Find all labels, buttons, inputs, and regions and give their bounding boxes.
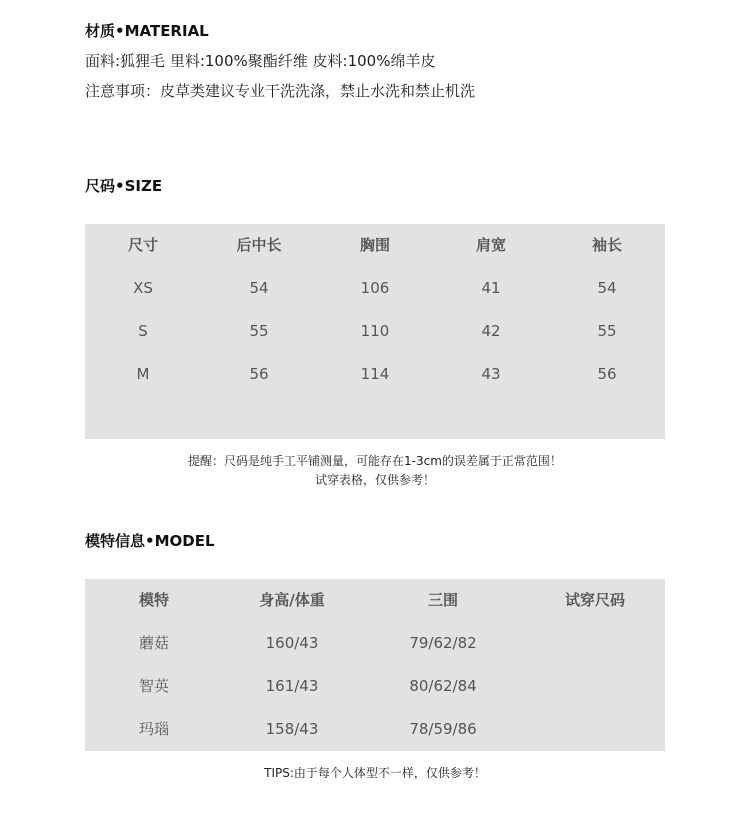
size-cell: 56: [597, 365, 617, 383]
size-cell: 55: [249, 322, 269, 340]
size-section-title: 尺码•SIZE: [85, 177, 163, 195]
size-cell: 106: [360, 279, 390, 297]
size-measurement-note: 提醒：尺码是纯手工平铺测量，可能存在1-3cm的误差属于正常范围！: [188, 454, 562, 468]
size-cell: 114: [360, 365, 390, 383]
size-header-shoulder: 肩宽: [475, 236, 506, 254]
size-header-back-length: 后中长: [236, 236, 282, 254]
size-cell: 54: [249, 279, 269, 297]
model-header-measurements: 三围: [427, 591, 458, 609]
model-cell: [535, 665, 655, 708]
fabric-composition: 面料:狐狸毛 里料:100%聚酯纤维 皮料:100%绵羊皮: [85, 52, 436, 70]
size-cell: XS: [133, 279, 153, 297]
size-cell: 42: [481, 322, 501, 340]
model-section-title: 模特信息•MODEL: [85, 532, 215, 550]
size-cell: M: [136, 365, 150, 383]
model-table: [85, 579, 665, 751]
table-row: [85, 267, 665, 310]
model-cell: 蘑菇: [138, 634, 169, 652]
model-cell: 160/43: [265, 634, 319, 652]
size-cell: 56: [249, 365, 269, 383]
care-instructions: 注意事项：皮草类建议专业干洗洗涤，禁止水洗和禁止机洗: [85, 82, 476, 100]
table-row: [85, 708, 665, 751]
size-cell: 55: [597, 322, 617, 340]
model-table-header: [85, 579, 665, 622]
model-cell: 79/62/82: [409, 634, 477, 652]
size-cell: S: [138, 322, 148, 340]
size-cell: 41: [481, 279, 501, 297]
model-cell: 78/59/86: [409, 720, 477, 738]
table-row: [85, 310, 665, 353]
size-cell: 54: [597, 279, 617, 297]
size-table-header: [85, 224, 665, 267]
size-table: [85, 224, 665, 439]
size-reference-note: 试穿表格，仅供参考！: [314, 473, 435, 487]
model-tips-note: TIPS:由于每个人体型不一样，仅供参考！: [264, 766, 486, 780]
model-cell: 158/43: [265, 720, 319, 738]
model-cell: [535, 708, 655, 751]
model-header-name: 模特: [138, 591, 169, 609]
table-row: [85, 622, 665, 665]
material-section-title: 材质•MATERIAL: [85, 22, 209, 40]
model-cell: 玛瑙: [138, 720, 169, 738]
size-header-size: 尺寸: [127, 236, 158, 254]
size-cell: 110: [360, 322, 390, 340]
model-cell: [535, 622, 655, 665]
model-header-height-weight: 身高/体重: [259, 591, 325, 609]
size-header-bust: 胸围: [359, 236, 390, 254]
table-row: [85, 353, 665, 396]
size-cell: 43: [481, 365, 501, 383]
model-cell: 智英: [138, 677, 169, 695]
model-cell: 161/43: [265, 677, 319, 695]
table-row: [85, 665, 665, 708]
size-header-sleeve: 袖长: [591, 236, 622, 254]
model-cell: 80/62/84: [409, 677, 477, 695]
model-header-fitting-size: 试穿尺码: [564, 591, 625, 609]
